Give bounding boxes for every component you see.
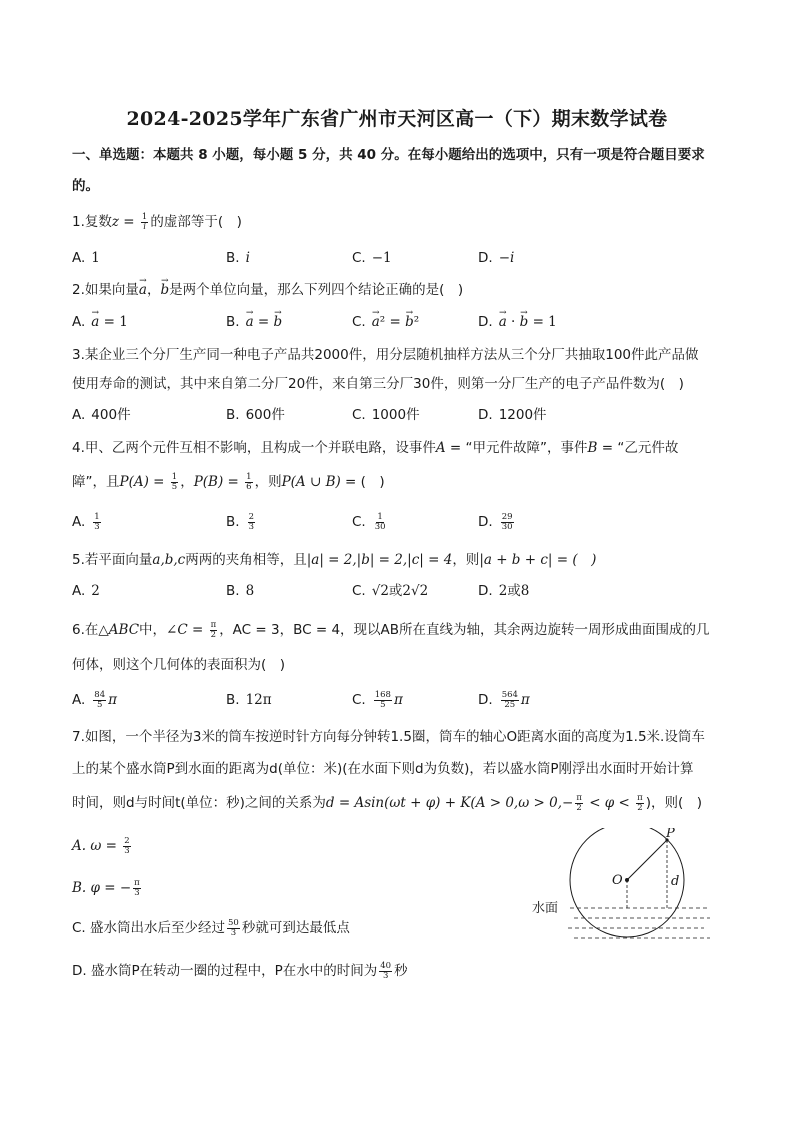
- q5-options: [72, 581, 732, 603]
- question-6: 6.在△ABC中，∠C = $\frac{\pi}{2}$ ，AC = 3，BC = 4，现以AB所在直线为轴，其余两边旋转一周形成曲面围成的几: [72, 619, 710, 640]
- section-heading-cont: 的。: [72, 178, 99, 194]
- radius-line: [627, 840, 667, 880]
- question-5: 5.若平面向量a,b,c两两的夹角相等，且|a| = 2,|b| = 2,|c| = 4，则|a + b + c| = ( ): [72, 552, 597, 568]
- q4-options: [72, 512, 732, 534]
- option-a[interactable]: A. $\frac{1}{3}$: [72, 511, 100, 532]
- option-b[interactable]: B. 12π: [226, 692, 272, 708]
- option-b[interactable]: B.→ a = → b: [226, 312, 282, 332]
- option-b[interactable]: B. 600件: [226, 407, 285, 423]
- option-c[interactable]: C. 1000件: [352, 407, 420, 423]
- option-d[interactable]: D.→ a · → b = 1: [478, 312, 557, 332]
- label-p: P: [666, 828, 675, 841]
- option-c[interactable]: C.→ a² = → b²: [352, 312, 419, 332]
- label-d: d: [671, 874, 680, 889]
- option-b[interactable]: B. $\frac{2}{3}$: [226, 511, 254, 532]
- label-water-surface: 水面: [532, 901, 559, 916]
- question-4: 4.甲、乙两个元件互相不影响，且构成一个并联电路，设事件A = “甲元件故障”，事件B = “乙元件故: [72, 440, 679, 456]
- option-d[interactable]: D. 2或8: [478, 583, 530, 599]
- page-title: 2024-2025学年广东省广州市天河区高一（下）期末数学试卷: [126, 108, 668, 130]
- option-a[interactable]: A. $\frac{84}{5}$ π: [72, 689, 117, 710]
- option-d[interactable]: D. 盛水筒P在转动一圈的过程中，P在水中的时间为 $\frac{40}{3}$ 秒: [72, 960, 408, 981]
- question-2: 2.如果向量→ a，→ b是两个单位向量，那么下列四个结论正确的是( ): [72, 280, 463, 300]
- option-c[interactable]: C. $\frac{168}{5}$ π: [352, 689, 403, 710]
- option-a[interactable]: A. ω = $\frac{2}{3}$: [72, 835, 130, 856]
- option-d[interactable]: D. 1200件: [478, 407, 547, 423]
- question-3: 3.某企业三个分厂生产同一种电子产品共2000件，用分层随机抽样方法从三个分厂共抽取100件此产品做: [72, 347, 699, 363]
- fraction: $\frac{1}{i}$: [141, 211, 148, 232]
- option-d[interactable]: D. $\frac{564}{25}$ π: [478, 689, 530, 710]
- option-d[interactable]: D. −i: [478, 250, 515, 266]
- water-wheel-figure: [532, 828, 714, 946]
- option-b[interactable]: B. φ = − $\frac{\pi}{3}$: [72, 877, 140, 898]
- question-7-cont: 上的某个盛水筒P到水面的距离为d(单位：米)(在水面下则d为负数)，若以盛水筒P刚浮出水面时开始计算: [72, 761, 694, 777]
- section-heading: 一、单选题：本题共 8 小题，每小题 5 分，共 40 分。在每小题给出的选项中，只有一项是符合题目要求: [72, 147, 705, 163]
- question-1: 1.复数z = $\frac{1}{i}$ 的虚部等于( ): [72, 211, 242, 232]
- question-6-cont: 何体，则这个几何体的表面积为( ): [72, 657, 286, 673]
- q3-options: [72, 405, 732, 427]
- option-a[interactable]: A.→ a = 1: [72, 312, 128, 332]
- option-a[interactable]: A. 1: [72, 250, 100, 266]
- option-a[interactable]: A. 400件: [72, 407, 131, 423]
- option-d[interactable]: D. $\frac{29}{30}$: [478, 511, 513, 532]
- question-7-cont-2: 时间，则d与时间t(单位：秒)之间的关系为d = Asin(ωt + φ) + K(A > 0,ω > 0,− $\frac{\pi}{2}$ < φ < $\frac{\pi}{2}$ )，则( ): [72, 792, 703, 813]
- q2-options: [72, 312, 732, 334]
- option-b[interactable]: B. i: [226, 250, 250, 266]
- option-a[interactable]: A. 2: [72, 583, 100, 599]
- option-b[interactable]: B. 8: [226, 583, 255, 599]
- option-c[interactable]: C. √2或2√2: [352, 583, 429, 599]
- question-7: 7.如图，一个半径为3米的筒车按逆时针方向每分钟转1.5圈，筒车的轴心O距离水面的高度为1.5米.设筒车: [72, 729, 705, 745]
- option-c[interactable]: C. −1: [352, 250, 392, 266]
- q1-options: [72, 248, 732, 270]
- option-c[interactable]: C. $\frac{1}{30}$: [352, 511, 386, 532]
- option-c[interactable]: C. 盛水筒出水后至少经过 $\frac{50}{3}$ 秒就可到达最低点: [72, 917, 350, 938]
- label-o: O: [612, 873, 623, 888]
- question-3-cont: 使用寿命的测试，其中来自第二分厂20件，来自第三分厂30件，则第一分厂生产的电子产品件数为( ): [72, 376, 684, 392]
- q6-options: [72, 690, 732, 712]
- question-4-cont: 障”，且P(A) = $\frac{1}{5}$ ，P(B) = $\frac{1}{6}$ ，则P(A ∪ B) = ( ): [72, 471, 385, 492]
